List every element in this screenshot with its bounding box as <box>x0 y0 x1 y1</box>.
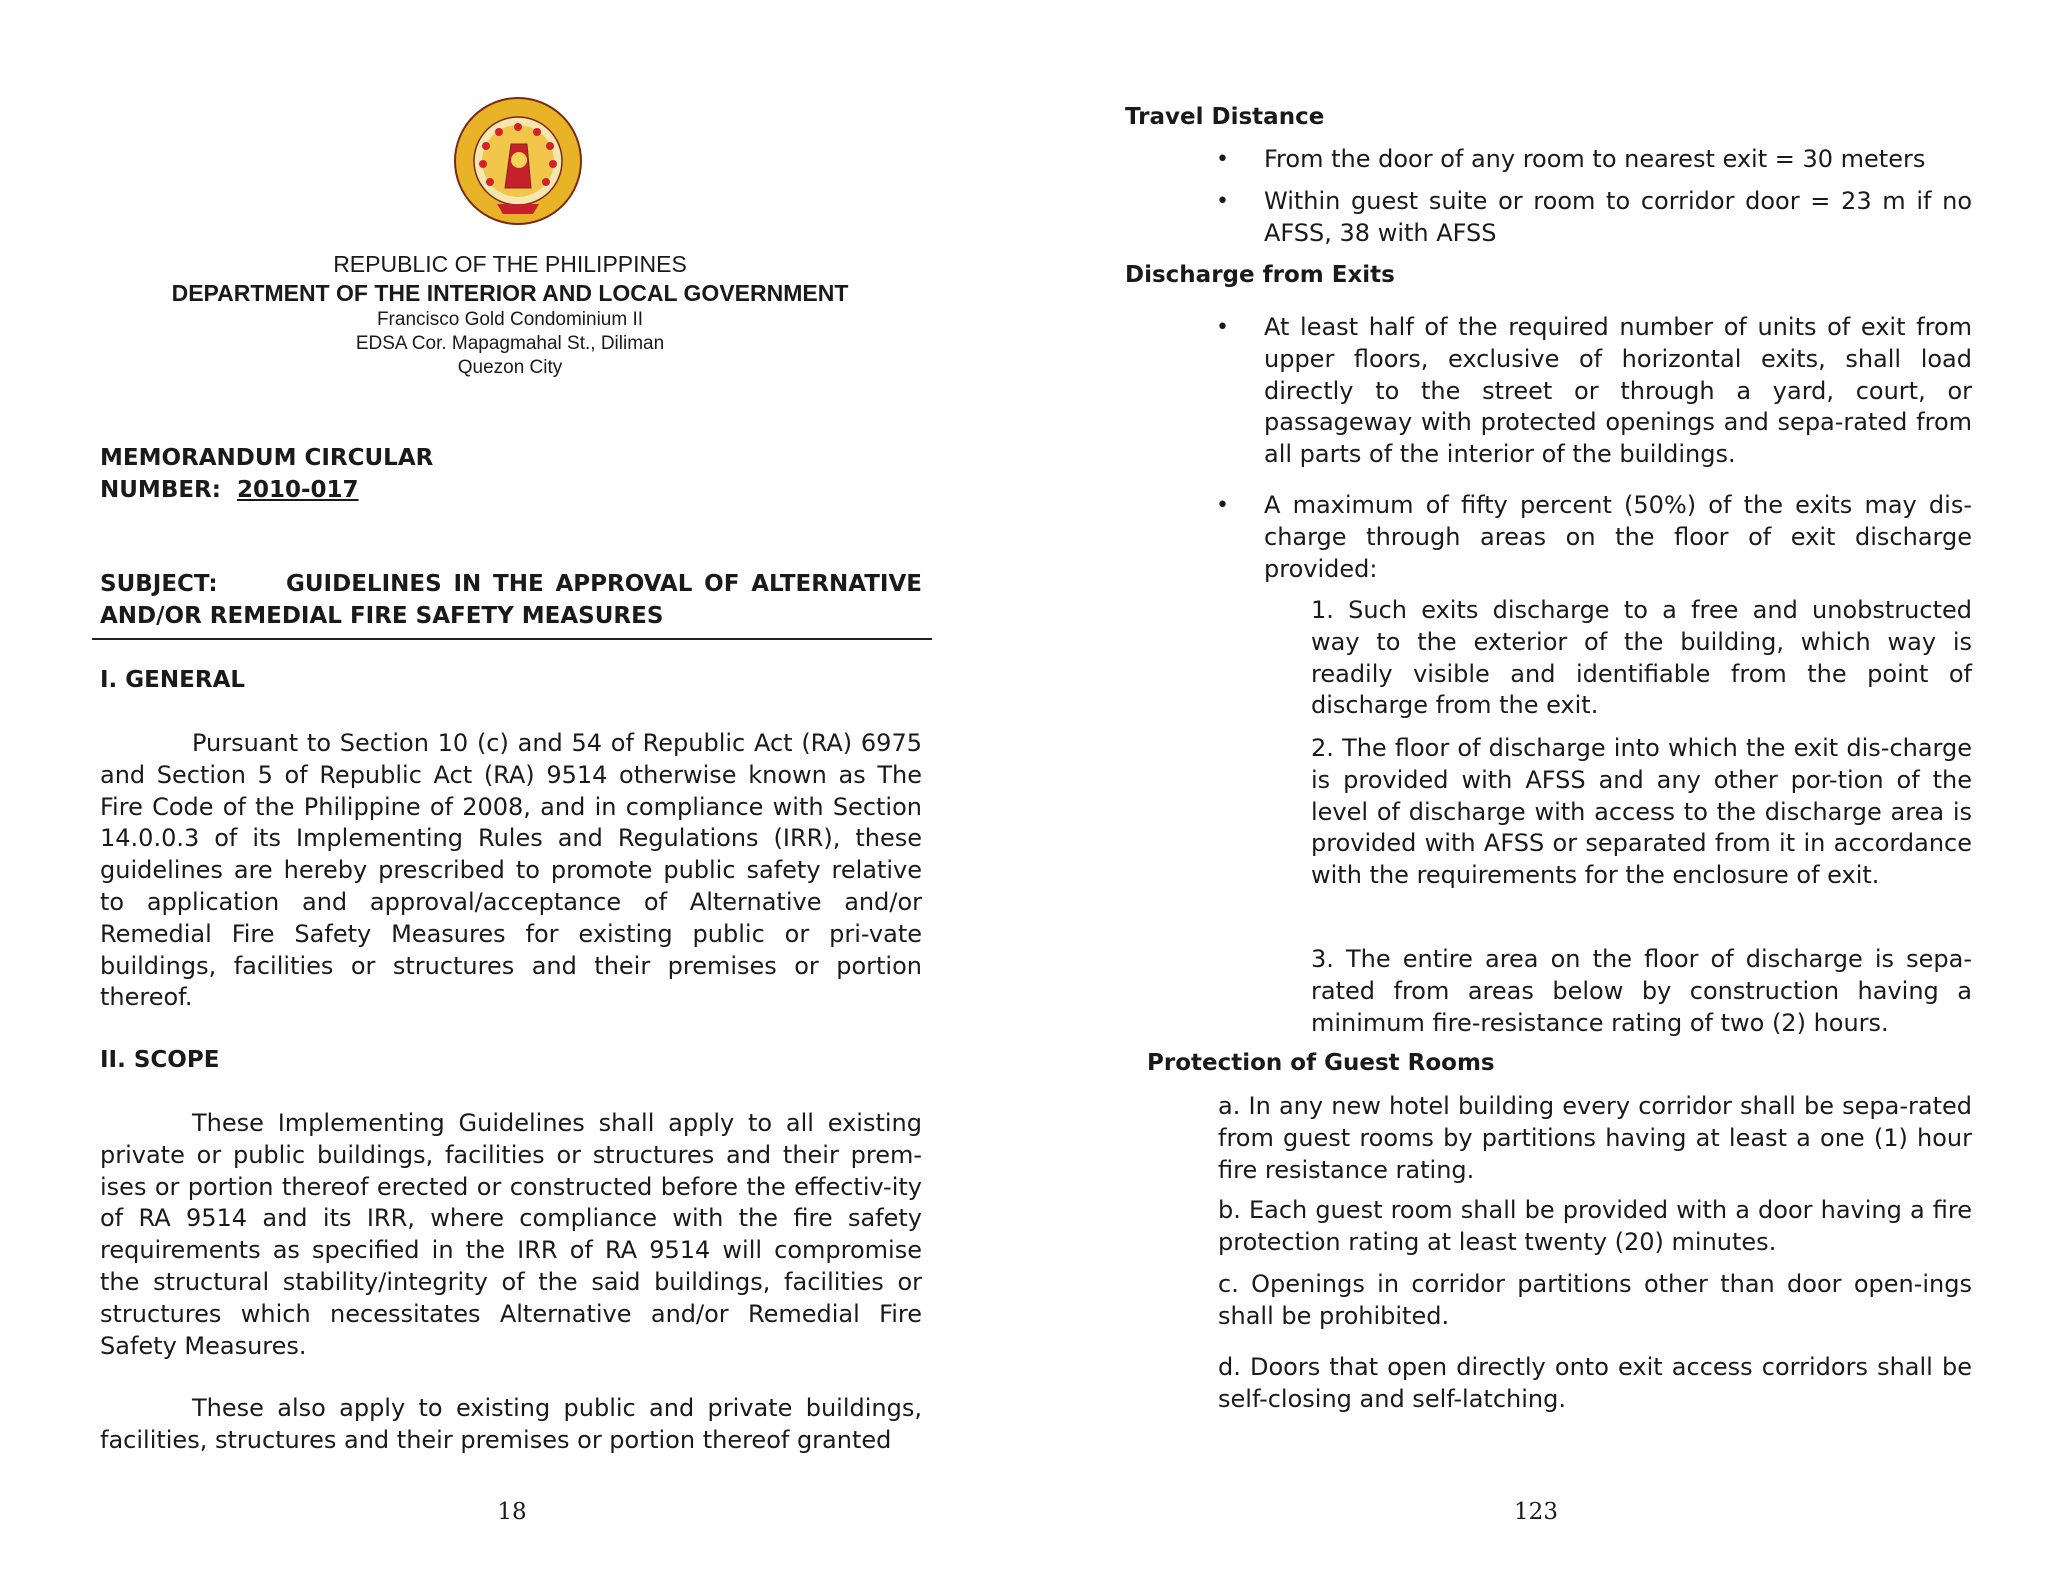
page-number-left: 18 <box>497 1499 527 1525</box>
memo-header <box>100 442 433 506</box>
travel-distance-list <box>1264 144 1972 249</box>
subject-label: SUBJECT: <box>100 571 218 597</box>
republic-line: REPUBLIC OF THE PHILIPPINES <box>333 251 687 277</box>
discharge-list <box>1264 312 1972 585</box>
guest-item-a: a. In any new hotel building every corridor shall be sepa-rated from guest rooms by partitions having at least a one (1) hour fire resistance rating. <box>1218 1092 1972 1184</box>
section-general-heading: I. GENERAL <box>100 667 246 693</box>
page-number-right: 123 <box>1514 1499 1558 1525</box>
address-line-3: Quezon City <box>457 357 563 378</box>
divider-rule <box>92 638 932 640</box>
list-item: • Within guest suite or room to corridor door = 23 m if no AFSS, 38 with AFSS <box>1264 186 1972 250</box>
discharge-condition-1: 1. Such exits discharge to a free and unobstructed way to the exterior of the building, which way is readily visible and identifiable from the point of discharge from the exit. <box>1311 596 1972 720</box>
guest-rooms-heading: Protection of Guest Rooms <box>1147 1050 1495 1076</box>
memo-number-label: NUMBER: <box>100 477 221 503</box>
list-item: • From the door of any room to nearest exit = 30 meters <box>1264 144 1972 176</box>
discharge-condition-3: 3. The entire area on the floor of discharge is sepa-rated from areas below by construction having a minimum fire-resistance rating of two (2) hours. <box>1311 945 1972 1037</box>
guest-item-c: c. Openings in corridor partitions other than door open-ings shall be prohibited. <box>1218 1270 1972 1330</box>
dilg-seal-logo <box>453 96 583 226</box>
address-line-2: EDSA Cor. Mapagmahal St., Diliman <box>355 333 665 354</box>
memo-number: 2010-017 <box>236 477 359 503</box>
subject-block <box>100 568 922 632</box>
section-scope-paragraph-1: These Implementing Guidelines shall apply to all existing private or public buildings, facilities or structures and their prem-ises or portion thereof erected or constructed before the effectiv-ity of RA 9514 and its IRR, where compliance with the fire safety requirements as specified in the IRR of RA 9514 will compromise the structural stability/integrity of the said buildings, facilities or structures which necessitates Alternative and/or Remedial Fire Safety Measures. <box>100 1109 922 1360</box>
travel-distance-heading: Travel Distance <box>1125 104 1325 130</box>
guest-item-d: d. Doors that open directly onto exit access corridors shall be self-closing and self-latching. <box>1218 1353 1972 1413</box>
letterhead <box>100 250 920 380</box>
section-scope-heading: II. SCOPE <box>100 1047 220 1073</box>
memo-title: MEMORANDUM CIRCULAR <box>100 445 434 471</box>
memo-number-row <box>100 474 433 506</box>
right-page <box>1024 0 2048 1582</box>
list-item: • At least half of the required number of units of exit from upper floors, exclusive of horizontal exits, shall load directly to the street or through a yard, court, or passageway with protected openings and sepa-rated from all parts of the interior of the buildings. <box>1264 312 1972 471</box>
discharge-condition-2: 2. The floor of discharge into which the exit dis-charge is provided with AFSS and any other por-tion of the level of discharge with access to the discharge area is provided with AFSS or separated from it in accordance with the requirements for the enclosure of exit. <box>1311 734 1972 890</box>
department-line: DEPARTMENT OF THE INTERIOR AND LOCAL GOVERNMENT <box>171 280 849 306</box>
section-general-paragraph: Pursuant to Section 10 (c) and 54 of Republic Act (RA) 6975 and Section 5 of Republic Act (RA) 9514 otherwise known as The Fire Code of the Philippine of 2008, and in compliance with Section 14.0.0.3 of its Implementing Rules and Regulations (IRR), these guidelines are hereby prescribed to promote public safety relative to application and approval/acceptance of Alternative and/or Remedial Fire Safety Measures for existing public or pri-vate buildings, facilities or structures and their premises or portion thereof. <box>100 729 922 1012</box>
discharge-heading: Discharge from Exits <box>1125 262 1395 288</box>
list-item: • A maximum of fifty percent (50%) of the exits may dis-charge through areas on the floor of exit discharge provided: <box>1264 490 1972 585</box>
section-scope-paragraph-2: These also apply to existing public and private buildings, facilities, structures and their premises or portion thereof granted <box>100 1394 922 1454</box>
subject-text: GUIDELINES IN THE APPROVAL OF ALTERNATIVE AND/OR REMEDIAL FIRE SAFETY MEASURES <box>100 571 922 629</box>
guest-item-b: b. Each guest room shall be provided with a door having a fire protection rating at least twenty (20) minutes. <box>1218 1196 1972 1256</box>
address-line-1: Francisco Gold Condominium II <box>376 309 644 330</box>
